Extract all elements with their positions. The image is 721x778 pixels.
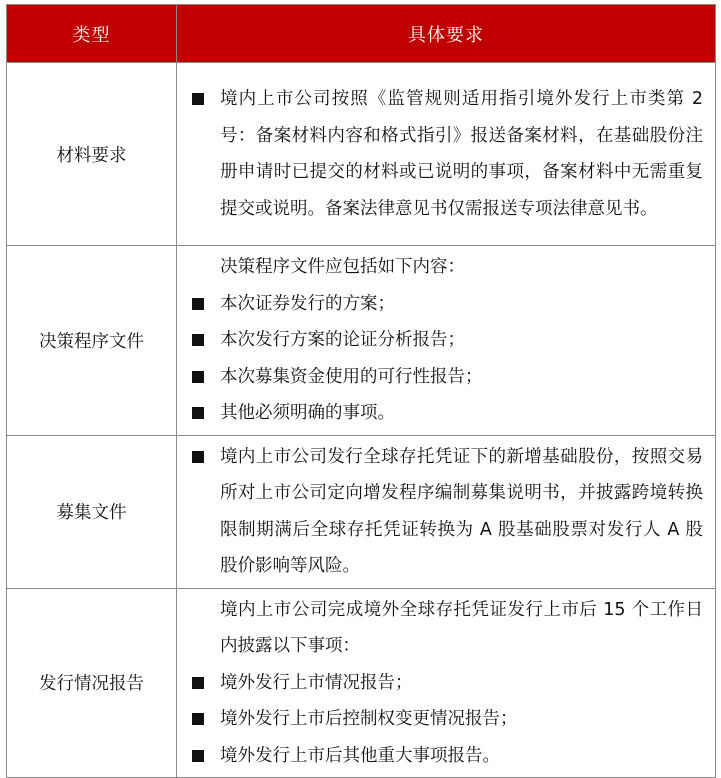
square-bullet-icon — [192, 750, 204, 762]
bullet-item — [177, 286, 703, 323]
bullet-item — [177, 359, 703, 396]
bullet-text: 境内上市公司发行全球存托凭证下的新增基础股份，按照交易所对上市公司定向增发程序编制募集说明书，并披露跨境转换限制期满后全球存托凭证转换为 A 股基础股票对发行人 A 股股价影响等风险。 — [220, 446, 703, 576]
bullet-text: 境内上市公司按照《监管规则适用指引境外发行上市类第 2 号：备案材料内容和格式指引》报送备案材料，在基础股份注册申请时已提交的材料或已说明的事项，备案材料中无需重复提交或说明。备案法律意见书仅需报送专项法律意见书。 — [220, 89, 703, 219]
content-cell — [177, 246, 716, 436]
bullet-item — [177, 395, 703, 432]
header-type: 类型 — [7, 5, 177, 63]
bullet-text: 境外发行上市后控制权变更情况报告； — [220, 709, 518, 729]
type-cell: 募集文件 — [7, 435, 177, 588]
square-bullet-icon — [192, 451, 204, 463]
bullet-text: 其他必须明确的事项。 — [220, 403, 395, 423]
square-bullet-icon — [192, 93, 204, 105]
bullet-item — [177, 738, 703, 775]
type-cell: 材料要求 — [7, 63, 177, 246]
bullet-text: 本次发行方案的论证分析报告； — [220, 330, 465, 350]
type-cell: 发行情况报告 — [7, 588, 177, 778]
table-row-offering-docs — [7, 435, 716, 588]
square-bullet-icon — [192, 407, 204, 419]
intro-text: 境内上市公司完成境外全球存托凭证发行上市后 15 个工作日内披露以下事项： — [220, 599, 703, 656]
bullet-item — [177, 81, 703, 227]
type-cell: 决策程序文件 — [7, 246, 177, 436]
header-requirement: 具体要求 — [177, 5, 716, 63]
square-bullet-icon — [192, 298, 204, 310]
bullet-item — [177, 665, 703, 702]
bullet-text: 本次证券发行的方案； — [220, 293, 395, 314]
intro-text: 决策程序文件应包括如下内容： — [220, 257, 465, 277]
square-bullet-icon — [192, 371, 204, 383]
table-row-materials — [7, 63, 716, 246]
requirements-table-wrapper — [6, 4, 715, 778]
content-cell — [177, 435, 716, 588]
table-header-row — [7, 5, 716, 63]
square-bullet-icon — [192, 677, 204, 689]
square-bullet-icon — [192, 334, 204, 346]
content-cell — [177, 588, 716, 778]
table-row-decision-docs — [7, 246, 716, 436]
bullet-item — [177, 701, 703, 738]
bullet-text: 境外发行上市后其他重大事项报告。 — [220, 745, 500, 766]
content-cell — [177, 63, 716, 246]
square-bullet-icon — [192, 713, 204, 725]
requirements-table — [6, 4, 716, 778]
bullet-item — [177, 439, 703, 585]
table-row-issuance-report — [7, 588, 716, 778]
bullet-item — [177, 322, 703, 359]
bullet-text: 本次募集资金使用的可行性报告； — [220, 366, 483, 387]
bullet-text: 境外发行上市情况报告； — [220, 672, 413, 693]
